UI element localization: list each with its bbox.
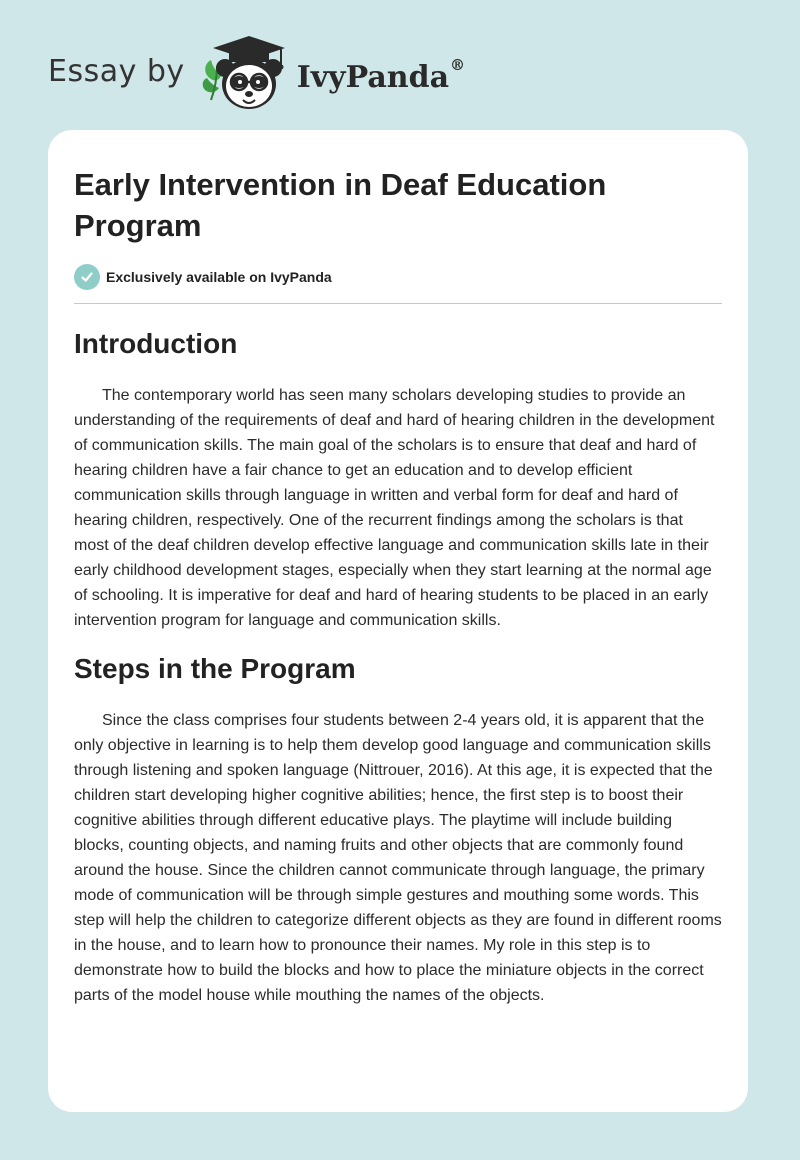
panda-graduate-icon [199,34,291,114]
essay-by-label: Essay by [48,53,185,89]
section-paragraph: Since the class comprises four students between 2-4 years old, it is apparent that the only objective in learning is to help them develop good language and communication skills through listening and spoken language (Nittrouer, 2016). At this age, it is expected that the children start developing higher cognitive abilities; hence, the first step is to boost their cognitive abilities through different educative plays. The playtime will include building blocks, counting objects, and naming fruits and other objects that are commonly found around the house. Since the children cannot communicate through language, the primary mode of communication will be through simple gestures and mouthing some words. This step will help the children to categorize different objects as they are found in different rooms in the house, and to learn how to pronounce their names. My role in this step is to demonstrate how to build the blocks and how to place the miniature objects in the correct parts of the model house while mouthing the names of the objects. [74,712,722,1004]
site-header [48,34,465,114]
registered-mark: ® [450,55,466,74]
section-heading: Steps in the Program [74,653,356,684]
brand-name: IvyPanda® [296,55,466,95]
section-paragraph: The contemporary world has seen many scholars developing studies to provide an understanding of the requirements of deaf and hard of hearing children in the development of communication skills. The main goal of the scholars is to ensure that deaf and hard of hearing children have a fair chance to get an education and to develop efficient communication skills through language in written and verbal form for deaf and hard of hearing children, respectively. One of the recurrent findings among the scholars is that most of the deaf children develop effective language and communication skills late in their early childhood development stages, especially when they start learning at the normal age of schooling. It is imperative for deaf and hard of hearing students to be placed in an early intervention program for language and communication skills. [74,387,715,629]
check-icon [74,264,100,290]
article-content [74,164,722,1008]
article-card [48,130,748,1112]
article-title: Early Intervention in Deaf Education Program [74,167,607,243]
section-introduction [74,326,722,633]
section-heading: Introduction [74,328,238,359]
exclusive-badge-label: Exclusively available on IvyPanda [106,269,332,285]
exclusive-badge [74,264,722,304]
section-steps [74,651,722,1008]
